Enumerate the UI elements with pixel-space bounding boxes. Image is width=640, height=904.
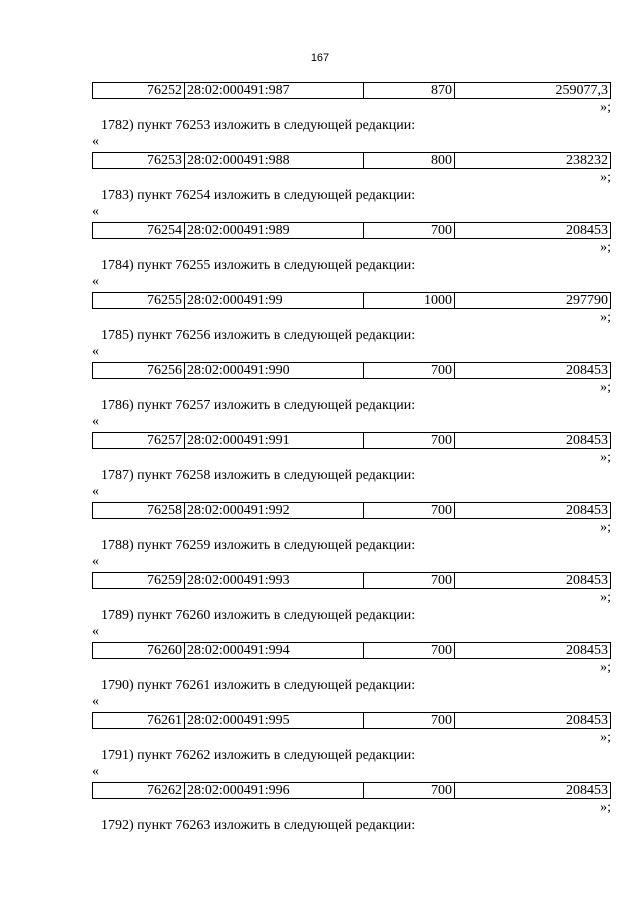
amendment-instruction: 1790) пункт 76261 изложить в следующей редакции: bbox=[101, 678, 416, 693]
table-row bbox=[92, 432, 611, 449]
cost-value: 208453 bbox=[455, 503, 611, 519]
table-row bbox=[92, 82, 611, 99]
opening-mark: « bbox=[92, 554, 99, 569]
opening-mark: « bbox=[92, 414, 99, 429]
amendment-block bbox=[92, 258, 611, 328]
area-value: 1000 bbox=[364, 293, 455, 309]
row-number: 76262 bbox=[93, 783, 185, 799]
opening-mark: « bbox=[92, 694, 99, 709]
opening-mark: « bbox=[92, 624, 99, 639]
closing-mark: »; bbox=[600, 800, 611, 815]
area-value: 700 bbox=[364, 783, 455, 799]
amendment-list bbox=[92, 118, 611, 818]
amendment-instruction: 1788) пункт 76259 изложить в следующей редакции: bbox=[101, 538, 416, 553]
cadastral-number: 28:02:000491:992 bbox=[185, 503, 364, 519]
page-number: 167 bbox=[310, 52, 330, 64]
row-number: 76259 bbox=[93, 573, 185, 589]
cost-value: 208453 bbox=[455, 713, 611, 729]
table-row bbox=[92, 292, 611, 309]
amendment-instruction: 1787) пункт 76258 изложить в следующей редакции: bbox=[101, 468, 416, 483]
opening-mark: « bbox=[92, 204, 99, 219]
amendment-instruction: 1789) пункт 76260 изложить в следующей редакции: bbox=[101, 608, 416, 623]
cost-value: 259077,3 bbox=[455, 83, 611, 99]
cost-value: 208453 bbox=[455, 573, 611, 589]
cadastral-number: 28:02:000491:987 bbox=[185, 83, 364, 99]
amendment-block bbox=[92, 468, 611, 538]
amendment-block bbox=[92, 398, 611, 468]
table-row bbox=[92, 712, 611, 729]
row-number: 76260 bbox=[93, 643, 185, 659]
cost-value: 208453 bbox=[455, 433, 611, 449]
area-value: 700 bbox=[364, 223, 455, 239]
area-value: 700 bbox=[364, 573, 455, 589]
opening-mark: « bbox=[92, 764, 99, 779]
row-number: 76255 bbox=[93, 293, 185, 309]
closing-mark: »; bbox=[600, 450, 611, 465]
cadastral-number: 28:02:000491:988 bbox=[185, 153, 364, 169]
area-value: 700 bbox=[364, 713, 455, 729]
cadastral-number: 28:02:000491:99 bbox=[185, 293, 364, 309]
closing-mark: »; bbox=[600, 520, 611, 535]
row-number: 76256 bbox=[93, 363, 185, 379]
amendment-instruction: 1786) пункт 76257 изложить в следующей редакции: bbox=[101, 398, 416, 413]
closing-mark: »; bbox=[600, 660, 611, 675]
closing-mark: »; bbox=[600, 310, 611, 325]
cadastral-number: 28:02:000491:994 bbox=[185, 643, 364, 659]
opening-mark: « bbox=[92, 484, 99, 499]
amendment-block bbox=[92, 678, 611, 748]
cadastral-number: 28:02:000491:991 bbox=[185, 433, 364, 449]
amendment-block bbox=[92, 748, 611, 818]
area-value: 800 bbox=[364, 153, 455, 169]
document-body bbox=[92, 82, 611, 835]
amendment-instruction: 1784) пункт 76255 изложить в следующей редакции: bbox=[101, 258, 416, 273]
area-value: 700 bbox=[364, 433, 455, 449]
closing-mark: »; bbox=[600, 240, 611, 255]
closing-mark: »; bbox=[600, 170, 611, 185]
amendment-instruction: 1785) пункт 76256 изложить в следующей редакции: bbox=[101, 328, 416, 343]
closing-mark: »; bbox=[600, 100, 611, 115]
row-number: 76257 bbox=[93, 433, 185, 449]
row-number: 76252 bbox=[93, 83, 185, 99]
table-row bbox=[92, 782, 611, 799]
amendment-instruction: 1792) пункт 76263 изложить в следующей редакции: bbox=[101, 818, 416, 833]
cost-value: 208453 bbox=[455, 223, 611, 239]
area-value: 700 bbox=[364, 643, 455, 659]
opening-mark: « bbox=[92, 274, 99, 289]
amendment-block bbox=[92, 188, 611, 258]
amendment-block bbox=[92, 538, 611, 608]
cost-value: 208453 bbox=[455, 363, 611, 379]
cadastral-number: 28:02:000491:989 bbox=[185, 223, 364, 239]
row-number: 76258 bbox=[93, 503, 185, 519]
cadastral-number: 28:02:000491:996 bbox=[185, 783, 364, 799]
table-row bbox=[92, 572, 611, 589]
row-number: 76254 bbox=[93, 223, 185, 239]
table-row bbox=[92, 222, 611, 239]
table-row bbox=[92, 362, 611, 379]
cost-value: 238232 bbox=[455, 153, 611, 169]
row-number: 76253 bbox=[93, 153, 185, 169]
cadastral-number: 28:02:000491:995 bbox=[185, 713, 364, 729]
amendment-instruction: 1783) пункт 76254 изложить в следующей редакции: bbox=[101, 188, 416, 203]
area-value: 700 bbox=[364, 363, 455, 379]
row-number: 76261 bbox=[93, 713, 185, 729]
table-row bbox=[92, 642, 611, 659]
cadastral-number: 28:02:000491:990 bbox=[185, 363, 364, 379]
area-value: 870 bbox=[364, 83, 455, 99]
area-value: 700 bbox=[364, 503, 455, 519]
opening-mark: « bbox=[92, 134, 99, 149]
cadastral-number: 28:02:000491:993 bbox=[185, 573, 364, 589]
closing-mark: »; bbox=[600, 730, 611, 745]
table-row bbox=[92, 502, 611, 519]
cost-value: 208453 bbox=[455, 643, 611, 659]
amendment-block bbox=[92, 328, 611, 398]
cost-value: 297790 bbox=[455, 293, 611, 309]
closing-mark: »; bbox=[600, 590, 611, 605]
cost-value: 208453 bbox=[455, 783, 611, 799]
amendment-block bbox=[92, 118, 611, 188]
opening-mark: « bbox=[92, 344, 99, 359]
amendment-instruction: 1791) пункт 76262 изложить в следующей редакции: bbox=[101, 748, 416, 763]
amendment-block bbox=[92, 608, 611, 678]
amendment-instruction: 1782) пункт 76253 изложить в следующей редакции: bbox=[101, 118, 416, 133]
closing-mark: »; bbox=[600, 380, 611, 395]
table-row bbox=[92, 152, 611, 169]
